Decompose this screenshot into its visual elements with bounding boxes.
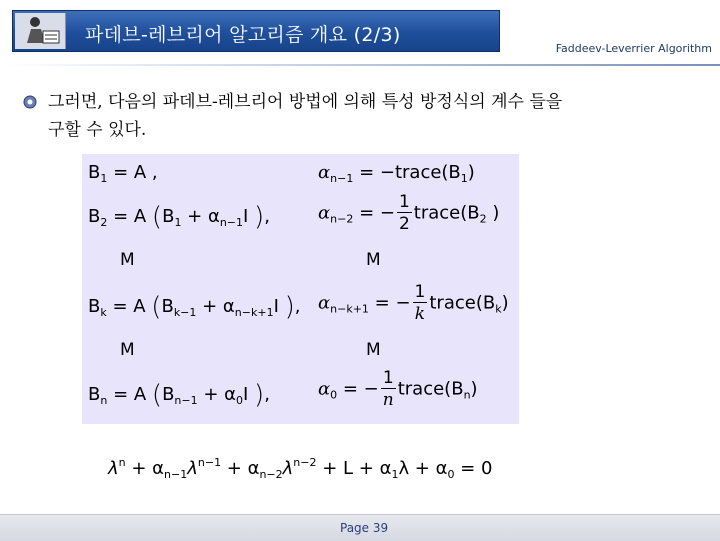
person-reading-icon bbox=[15, 13, 66, 49]
formula-alpha-n-1: $\alpha_{n-1}$ = $-trace(B_1)$ bbox=[318, 162, 475, 185]
formula-alpha-n-k-1: $\alpha_{n-k+1}$ = − $\frac{1}{k}$ $trace(B_k)$ bbox=[318, 282, 509, 324]
body-text bbox=[48, 88, 698, 144]
formula-box bbox=[82, 154, 519, 424]
body-line-1: 그러면, 다음의 파데브-레브리어 방법에 의해 특성 방정식의 계수 들을 bbox=[48, 92, 563, 112]
formula-bk: $B_k = A$ ($B_{k-1} + \alpha_{n-k+1}I$ ), bbox=[88, 292, 301, 322]
slide-subtitle: Faddeev-Leverrier Algorithm bbox=[555, 42, 712, 55]
formula-b2: $B_2 = A$ ($B_1 + \alpha_{n-1}I$ ), bbox=[88, 202, 270, 232]
vertical-dots-left-2: M bbox=[120, 340, 135, 360]
formula-alpha-n-2: $\alpha_{n-2}$ = − $\frac{1}{2}$ $trace(B_2$ ) bbox=[318, 192, 500, 234]
characteristic-equation: $\lambda^n + \alpha_{n-1}\lambda^{n-1} + \alpha_{n-2}\lambda^{n-2} + L + \alpha_1\lambda + \alpha_0 = 0$ bbox=[108, 456, 493, 481]
vertical-dots-right-1: M bbox=[366, 250, 381, 270]
formula-bn: $B_n = A$ ($B_{n-1} + \alpha_0I$ ), bbox=[88, 380, 270, 410]
vertical-dots-right-2: M bbox=[366, 340, 381, 360]
gear-bullet-icon bbox=[22, 94, 38, 110]
header-divider bbox=[0, 64, 720, 66]
page-number: Page 39 bbox=[340, 521, 389, 535]
formula-alpha-0: $\alpha_0$ = − $\frac{1}{n}$ $trace(B_n)$ bbox=[318, 368, 478, 410]
slide-title: 파데브-레브리어 알고리즘 개요 (2/3) bbox=[85, 24, 401, 46]
formula-b1: $B_1 = A$ , bbox=[88, 162, 158, 185]
title-bar bbox=[12, 10, 500, 52]
vertical-dots-left-1: M bbox=[120, 250, 135, 270]
body-line-2: 구할 수 있다. bbox=[48, 120, 147, 140]
